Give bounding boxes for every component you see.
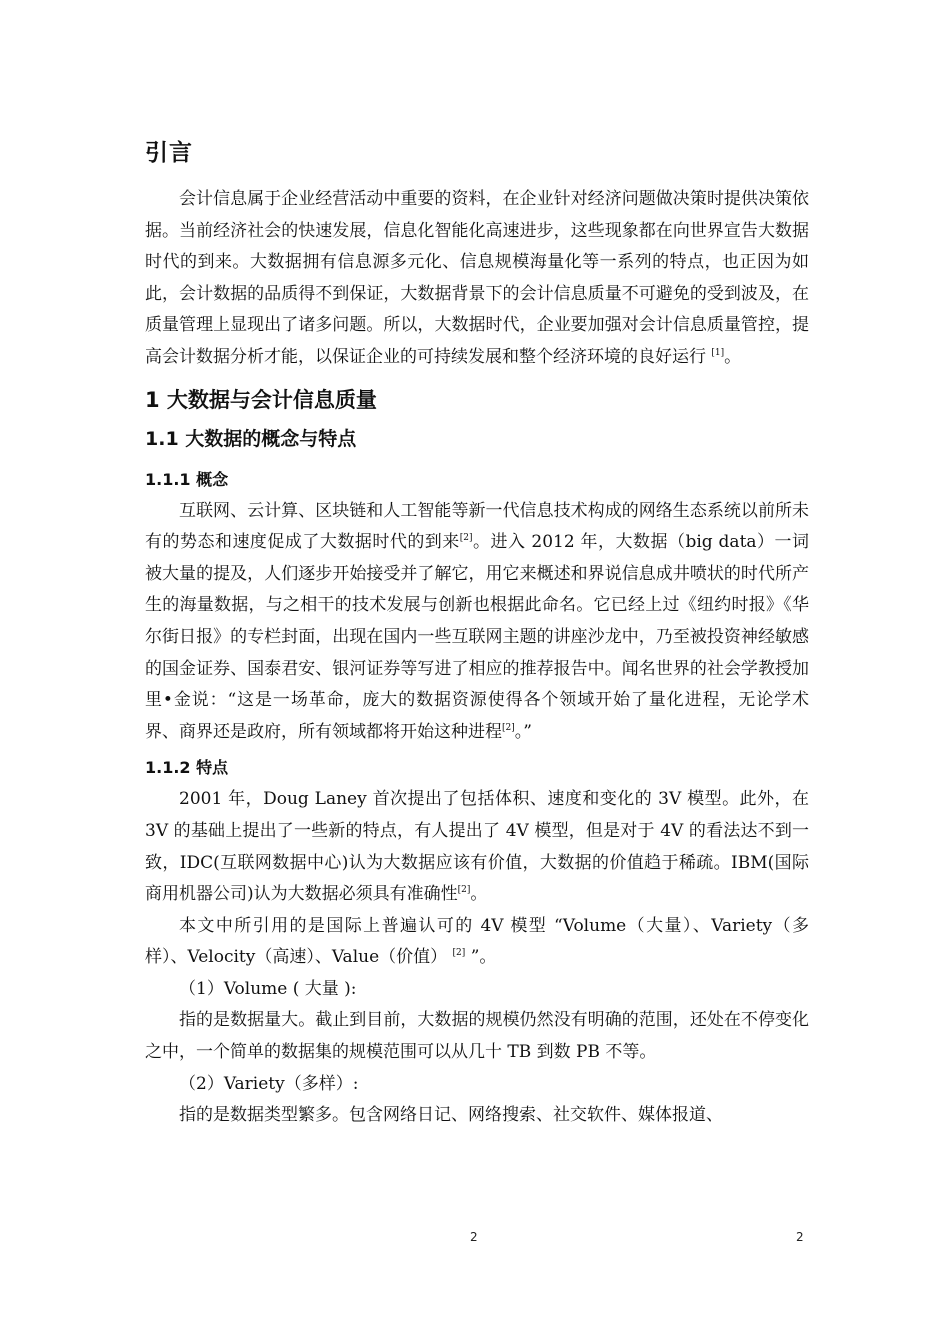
citation-ref[interactable]: [2] xyxy=(502,722,515,733)
intro-paragraph-text: 会计信息属于企业经营活动中重要的资料，在企业针对经济问题做决策时提供决策依据。当前经济社会的快速发展，信息化智能化高速进步，这些现象都在向世界宣告大数据时代的到来。大数据拥有信息源多元化、信息规模海量化等一系列的特点，也正因为如此，会计数据的品质得不到保证，大数据背景下的会计信息质量不可避免的受到波及，在质量管理上显现出了诸多问题。所以，大数据时代，企业要加强对会计信息质量管控，提高会计数据分析才能，以保证企业的可持续发展和整个经济环境的良好运行 xyxy=(145,189,809,367)
section-1-1-heading: 1.1 大数据的概念与特点 xyxy=(145,427,357,450)
item-2-text: 指的是数据类型繁多。包含网络日记、网络搜索、社交软件、媒体报道、 xyxy=(179,1105,723,1126)
concept-paragraph xyxy=(145,496,809,749)
features-2-text-a: 本文中所引用的是国际上普遍认可的 4V 模型 “Volume（大量）、Variety（多样）、Velocity（高速）、Value（价值） xyxy=(145,915,809,968)
page-number-center: 2 xyxy=(470,1230,478,1244)
section-1-heading: 1 大数据与会计信息质量 xyxy=(145,387,377,412)
features-text-a: 2001 年，Doug Laney 首次提出了包括体积、速度和变化的 3V 模型。此外，在 3V 的基础上提出了一些新的特点，有人提出了 4V 模型，但是对于 4V 的看法达不到一致，IDC(互联网数据中心)认为大数据应该有价值，大数据的价值趋于稀疏。IBM(国际商用机器公司)认为大数据必须具有准确性 xyxy=(145,789,809,905)
section-1-1-1-heading: 1.1.1 概念 xyxy=(145,469,229,489)
features-text-b: 。 xyxy=(470,884,488,905)
intro-paragraph-end: 。 xyxy=(724,346,742,367)
item-2-label: （2）Variety（多样）: xyxy=(179,1073,359,1094)
section-1-1-2-heading: 1.1.2 特点 xyxy=(145,758,229,778)
citation-ref[interactable]: [2] xyxy=(459,533,473,544)
page-number-right: 2 xyxy=(796,1230,804,1244)
concept-text-a: 互联网、云计算、区块链和人工智能等新一代信息技术构成的网络生态系统以前所未有的势态和速度促成了大数据时代的到来 xyxy=(145,500,809,553)
document-body xyxy=(145,136,809,1132)
features-2-text-b: ”。 xyxy=(465,947,497,968)
intro-heading: 引言 xyxy=(145,140,193,166)
features-paragraph-1 xyxy=(145,784,809,910)
citation-ref[interactable]: [2] xyxy=(457,885,471,896)
citation-ref[interactable]: [1] xyxy=(711,347,725,358)
features-paragraph-2 xyxy=(145,911,809,974)
item-1-label: （1）Volume ( 大量 ): xyxy=(179,978,357,999)
concept-text-b: 。进入 2012 年，大数据（big data）一词被大量的提及，人们逐步开始接受并了解它，用它来概述和界说信息成井喷状的时代所产生的海量数据，与之相干的技术发展与创新也根据此命名。它已经上过《纽约时报》《华尔街日报》的专栏封面，出现在国内一些互联网主题的讲座沙龙中，乃至被投资神经敏感的国金证券、国泰君安、银河证券等写进了相应的推荐报告中。闻名世界的社会学教授加里•金说：“这是一场革命，庞大的数据资源使得各个领域开始了量化进程，无论学术界、商界还是政府，所有领域都将开始这种进程 xyxy=(145,532,809,742)
concept-text-c: 。” xyxy=(514,721,532,742)
intro-paragraph xyxy=(145,184,809,374)
citation-ref[interactable]: [2] xyxy=(452,948,466,959)
item-1-text: 指的是数据量大。截止到目前，大数据的规模仍然没有明确的范围，还处在不停变化之中，一个简单的数据集的规模范围可以从几十 TB 到数 PB 不等。 xyxy=(145,1010,809,1063)
